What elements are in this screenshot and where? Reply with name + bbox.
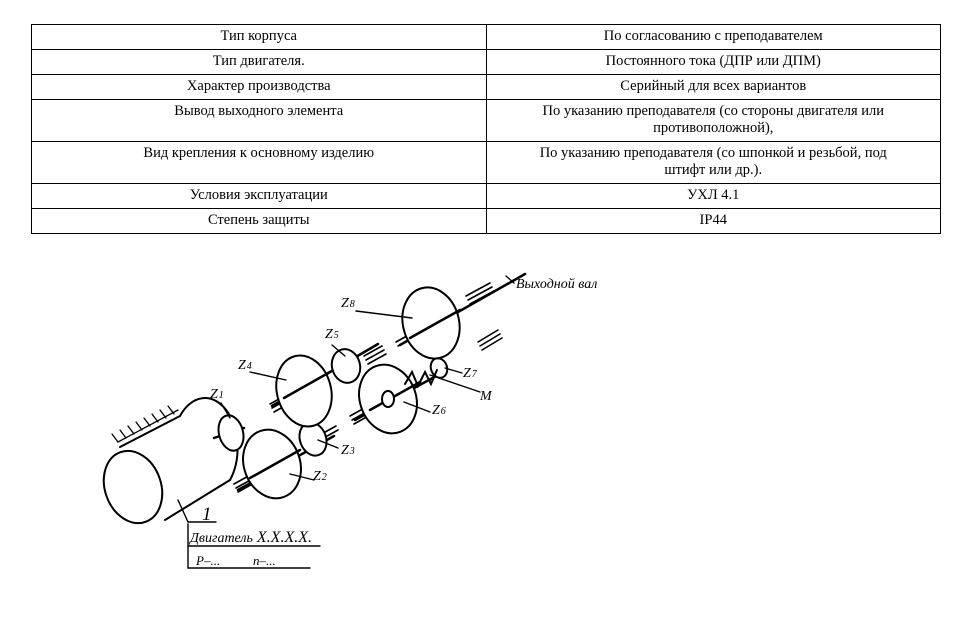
gear-z5 <box>328 346 364 386</box>
table-row <box>32 50 941 75</box>
value-cell: IP44 <box>486 209 941 234</box>
gear-z6-label: Z6 <box>432 403 446 418</box>
gear-z1-label: Z1 <box>210 387 224 402</box>
table-row <box>32 209 941 234</box>
motor-drawing <box>94 398 238 531</box>
gear-z6-hub <box>382 391 394 407</box>
param-cell: Степень защиты <box>32 209 487 234</box>
gearbox-kinematic-diagram <box>0 240 972 618</box>
table-row <box>32 184 941 209</box>
gear-z4 <box>269 349 340 433</box>
param-cell: Вывод выходного элемента <box>32 100 487 142</box>
gear-z2-label: Z2 <box>313 469 327 484</box>
motor-speed: n–... <box>253 553 276 568</box>
param-cell: Тип двигателя. <box>32 50 487 75</box>
gear-z8-label: Z8 <box>341 296 355 311</box>
gear-z4-label: Z4 <box>238 358 252 373</box>
table-row <box>32 142 941 184</box>
table-row <box>32 25 941 50</box>
spec-table <box>31 24 941 234</box>
value-cell: Серийный для всех вариантов <box>486 75 941 100</box>
gear-z5-label: Z5 <box>325 327 339 342</box>
value-cell: Постоянного тока (ДПР или ДПМ) <box>486 50 941 75</box>
value-cell: По указанию преподавателя (со шпонкой и резьбой, под штифт или др.). <box>486 142 941 184</box>
value-cell: По указанию преподавателя (со стороны двигателя или противоположной), <box>486 100 941 142</box>
gear-z8 <box>395 281 468 365</box>
param-cell: Вид крепления к основному изделию <box>32 142 487 184</box>
gear-z7-label: Z7 <box>463 366 477 381</box>
gears <box>215 281 468 506</box>
output-shaft-label: Выходной вал <box>516 277 598 292</box>
motor-caption: Двигатель X.X.X.X. <box>190 529 312 546</box>
param-cell: Тип корпуса <box>32 25 487 50</box>
value-cell: УХЛ 4.1 <box>486 184 941 209</box>
spring-m-label: M <box>480 389 492 404</box>
table-row <box>32 75 941 100</box>
gear-z3-label: Z3 <box>341 443 355 458</box>
value-cell: По согласованию с преподавателем <box>486 25 941 50</box>
param-cell: Характер производства <box>32 75 487 100</box>
param-cell: Условия эксплуатации <box>32 184 487 209</box>
table-row <box>32 100 941 142</box>
motor-power: P–... <box>196 553 221 568</box>
motor-number: 1 <box>202 504 212 525</box>
